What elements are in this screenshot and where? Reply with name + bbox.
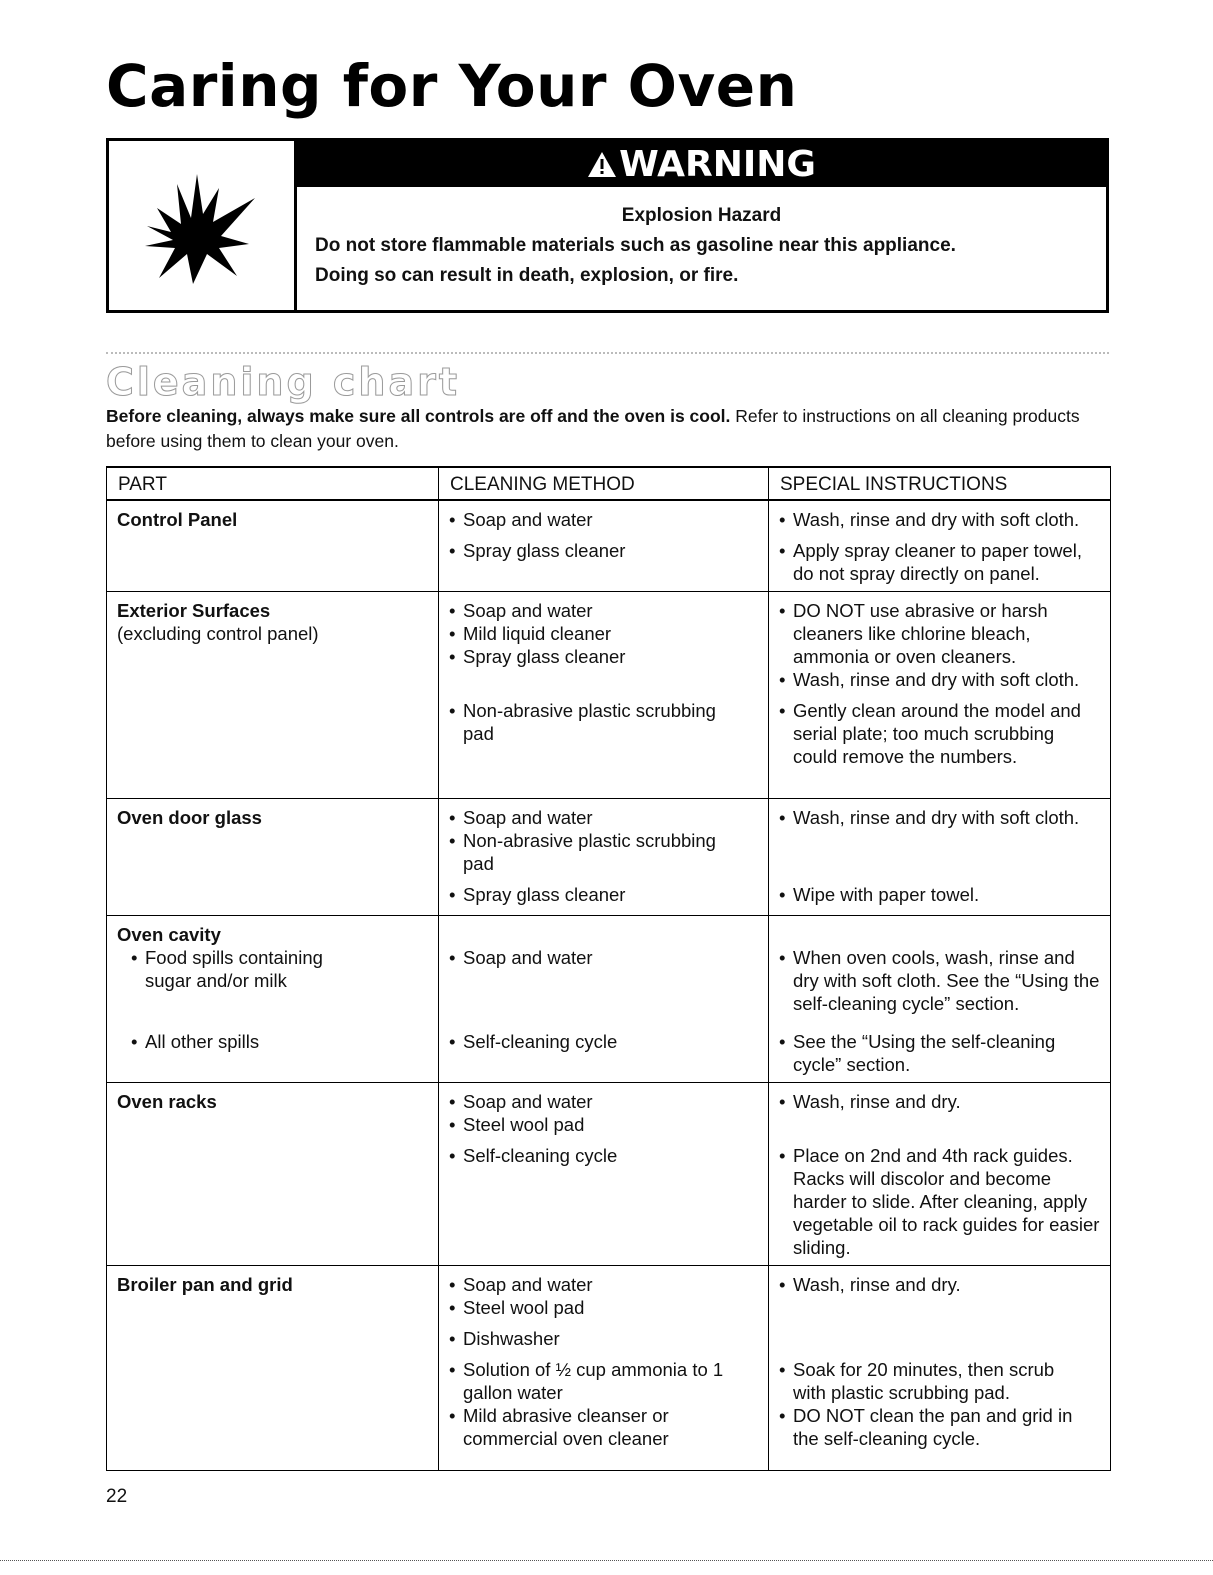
instruction-cell [769,500,1111,592]
method-item: • Dishwasher [449,1327,758,1350]
method-cell [439,1266,769,1471]
part-subtitle: (excluding control panel) [117,623,319,644]
warning-content [297,141,1106,310]
warning-label: WARNING [619,143,816,185]
instruction-item: • Wash, rinse and dry. [779,1090,1100,1113]
cleaning-chart-table [106,466,1111,1471]
instruction-item: • Wash, rinse and dry with soft cloth. [779,508,1100,531]
section-divider [106,352,1109,354]
method-item: • Solution of ½ cup ammonia to 1 gallon water [449,1358,758,1404]
part-name: Control Panel [117,509,238,530]
instruction-item: • DO NOT clean the pan and grid in the self-cleaning cycle. [779,1404,1100,1450]
column-header-method: CLEANING METHOD [439,467,769,500]
instruction-cell [769,916,1111,1083]
method-item: • Self-cleaning cycle [449,1030,758,1053]
part-name: Broiler pan and grid [117,1274,293,1295]
instruction-item: • Place on 2nd and 4th rack guides. Racks will discolor and become harder to slide. After cleaning, apply vegetable oil to rack guides for easier sliding. [779,1144,1100,1259]
intro-text [106,404,1109,454]
part-cell [107,592,439,799]
part-name: Oven cavity [117,924,221,945]
instruction-item: • Wipe with paper towel. [779,883,1100,906]
page-number: 22 [106,1486,128,1507]
method-item: • Mild liquid cleaner [449,622,758,645]
explosion-hazard-icon [137,166,267,286]
intro-bold: Before cleaning, always make sure all controls are off and the oven is cool. [106,406,731,426]
method-item: • Spray glass cleaner [449,539,758,562]
instruction-item: • See the “Using the self-cleaning cycle” section. [779,1030,1100,1076]
method-item: • Steel wool pad [449,1113,758,1136]
method-cell [439,500,769,592]
method-item: • Spray glass cleaner [449,883,758,906]
instruction-item: • Soak for 20 minutes, then scrub with plastic scrubbing pad. [779,1358,1100,1404]
method-item: • Spray glass cleaner [449,645,758,668]
method-item: • Non-abrasive plastic scrubbing pad [449,699,758,745]
part-name: Oven door glass [117,807,262,828]
instruction-item: • Wash, rinse and dry. [779,1273,1100,1296]
warning-box [106,138,1109,313]
hazard-line-2: Doing so can result in death, explosion, or fire. [315,265,739,286]
page-title: Caring for Your Oven [106,52,798,120]
instruction-item: • Gently clean around the model and serial plate; too much scrubbing could remove the numbers. [779,699,1100,768]
part-cell [107,1266,439,1471]
method-cell [439,592,769,799]
method-item: • Steel wool pad [449,1296,758,1319]
column-header-instructions: SPECIAL INSTRUCTIONS [769,467,1111,500]
column-header-part: PART [107,467,439,500]
section-title: Cleaning chart [106,360,461,404]
method-item: • Self-cleaning cycle [449,1144,758,1167]
part-name: Exterior Surfaces [117,600,271,621]
method-item: • Soap and water [449,806,758,829]
warning-triangle-icon [587,150,617,178]
part-cell [107,799,439,916]
instruction-cell [769,592,1111,799]
intro-rest: Refer to instructions on all cleaning products before using them to clean your oven. [106,406,1080,451]
part-cell [107,916,439,1083]
table-row [107,1266,1111,1471]
part-cell [107,500,439,592]
method-item: • Soap and water [449,946,758,969]
method-item: • Non-abrasive plastic scrubbing pad [449,829,758,875]
part-name: Oven racks [117,1091,217,1112]
instruction-item: • Wash, rinse and dry with soft cloth. [779,806,1100,829]
method-item: • Soap and water [449,1090,758,1113]
instruction-item: • DO NOT use abrasive or harsh cleaners like chlorine bleach, ammonia or oven cleaners. [779,599,1100,668]
bottom-divider [0,1560,1213,1561]
table-row [107,1083,1111,1266]
method-cell [439,1083,769,1266]
warning-banner [297,141,1106,187]
instruction-item: • When oven cools, wash, rinse and dry with soft cloth. See the “Using the self-cleaning cycle” section. [779,946,1100,1015]
table-row [107,799,1111,916]
table-row [107,916,1111,1083]
part-items [131,946,428,1053]
method-cell [439,799,769,916]
instruction-item: • Wash, rinse and dry with soft cloth. [779,668,1100,691]
method-item: • Mild abrasive cleanser or commercial oven cleaner [449,1404,758,1450]
method-item: • Soap and water [449,599,758,622]
hazard-line-1: Do not store flammable materials such as gasoline near this appliance. [315,235,956,256]
table-header-row [107,467,1111,500]
hazard-title: Explosion Hazard [621,205,782,226]
warning-icon-cell [109,141,297,310]
table-row [107,592,1111,799]
instruction-cell [769,1083,1111,1266]
instruction-cell [769,799,1111,916]
table-row [107,500,1111,592]
part-item: • All other spills [131,1030,428,1053]
method-item: • Soap and water [449,508,758,531]
method-cell [439,916,769,1083]
instruction-item: • Apply spray cleaner to paper towel, do not spray directly on panel. [779,539,1100,585]
part-item: • Food spills containing sugar and/or milk [131,946,428,992]
part-cell [107,1083,439,1266]
method-item: • Soap and water [449,1273,758,1296]
instruction-cell [769,1266,1111,1471]
